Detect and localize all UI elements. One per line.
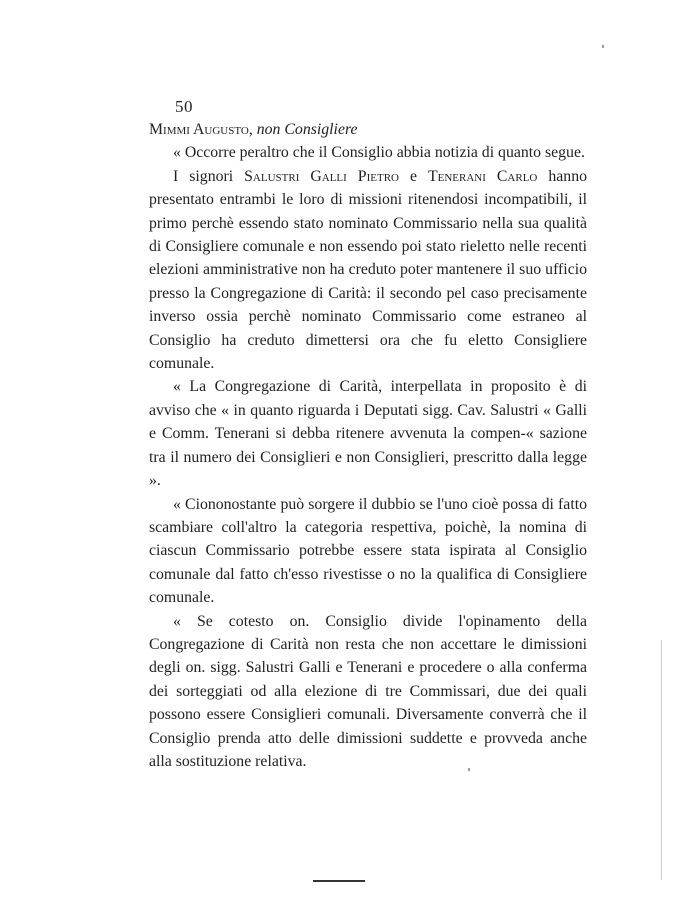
body-text xyxy=(149,118,587,773)
opening-role: non Consigliere xyxy=(256,121,358,138)
paragraph-4: « Ciononostante può sorgere il dubbio se l'uno cioè possa di fatto scambiare coll'altro la categoria respettiva, poichè, la nomina di ciascun Commissario potrebbe essere stata ispirata al Consiglio comunale dal fatto ch'esso rivestisse o no la qualifica di Consigliere comunale. xyxy=(149,495,587,607)
paragraph-5: « Se cotesto on. Consiglio divide l'opinamento della Congregazione di Carità non resta che non accettare le dimissioni degli on. sigg. Salustri Galli e Tenerani e procedere o alla conferma dei sorteggiati od alla elezione di tre Commissari, due dei quali possono essere Consiglieri comunali. Diversamente converrà che il Consiglio prenda atto delle dimissioni suddette e provveda anche alla sostituzione relativa. xyxy=(149,612,587,770)
opening-name: Mimmi Augusto, xyxy=(149,121,253,138)
page-edge-shadow xyxy=(661,640,662,880)
paragraph-2 xyxy=(149,165,587,376)
footer-rule xyxy=(313,880,365,882)
opening-line xyxy=(149,118,587,141)
person-name-1: Salustri Galli Pietro xyxy=(244,167,399,185)
person-name-2: Tenerani Carlo xyxy=(427,167,538,185)
paragraph-2-pre: I signori xyxy=(173,167,245,185)
paragraph-2-mid: e xyxy=(398,167,428,185)
scan-speck xyxy=(602,45,604,48)
page-number: 50 xyxy=(175,97,193,116)
paragraph-3: « La Congregazione di Carità, interpellata in proposito è di avviso che « in quanto riguarda i Deputati sigg. Cav. Salustri « Galli e Comm. Tenerani si debba ritenere avvenuta la compen-« sazione tra il numero dei Consiglieri e non Consiglieri, prescritto dalla legge ». xyxy=(149,378,587,490)
paragraph-2-post: hanno presentato entrambi le loro di missioni ritenendosi incompatibili, il primo perchè essendo stato nominato Commissario nella sua qualità di Consigliere comunale e non essendo poi stato rieletto nelle recenti elezioni amministrative non ha creduto poter mantenere il suo ufficio presso la Congregazione di Carità: il secondo pel caso precisamente inverso ossia perchè nominato Commissario come estraneo al Consiglio ha creduto dimettersi ora che fu eletto Consigliere comunale. xyxy=(149,167,587,373)
paragraph-1: « Occorre peraltro che il Consiglio abbia notizia di quanto segue. xyxy=(173,144,585,162)
scan-speck xyxy=(468,768,470,771)
